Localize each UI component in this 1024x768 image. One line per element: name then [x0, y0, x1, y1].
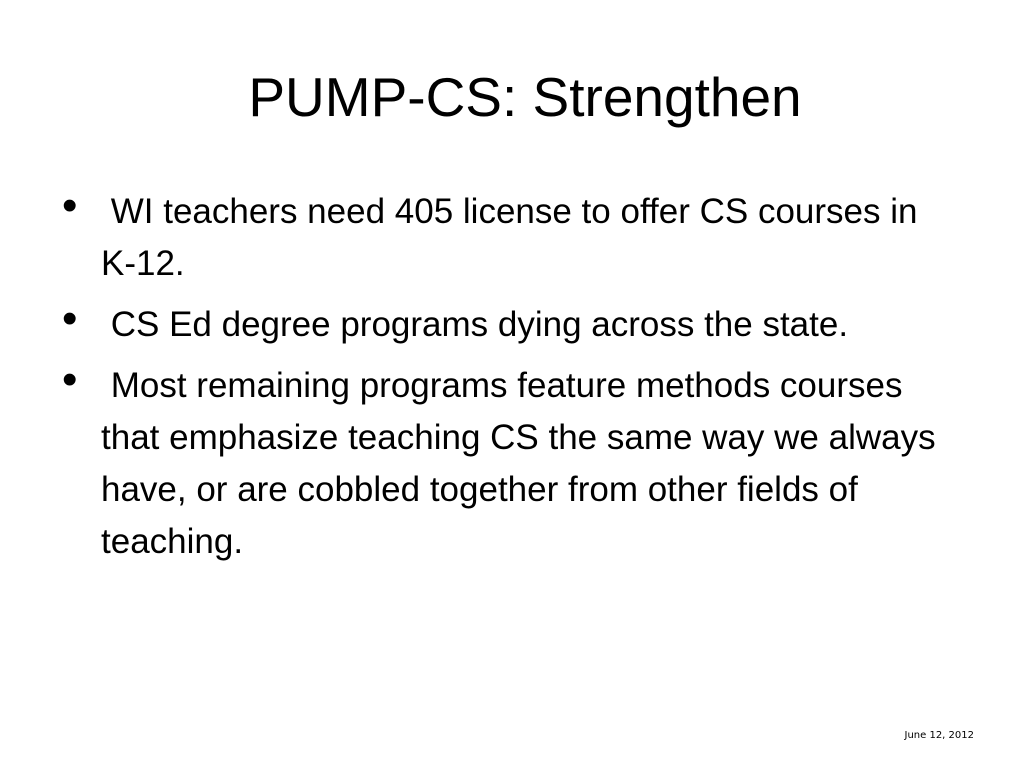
- bullet-text: Most remaining programs feature methods courses that emphasize teaching CS the same way we always have, or are cobbled together from other fields of teaching.: [101, 366, 946, 561]
- bullet-item: [62, 294, 962, 351]
- bullet-text: CS Ed degree programs dying across the state.: [101, 305, 849, 344]
- footer-date: June 12, 2012: [904, 730, 974, 741]
- bullet-item: [62, 181, 962, 290]
- bullet-icon: •: [62, 355, 78, 404]
- slide-title: PUMP-CS: Strengthen: [248, 66, 802, 128]
- bullet-list: [62, 181, 962, 577]
- bullet-icon: •: [62, 181, 78, 230]
- bullet-item: [62, 355, 962, 568]
- bullet-text: WI teachers need 405 license to offer CS courses in K-12.: [101, 192, 928, 283]
- bullet-icon: •: [62, 294, 78, 343]
